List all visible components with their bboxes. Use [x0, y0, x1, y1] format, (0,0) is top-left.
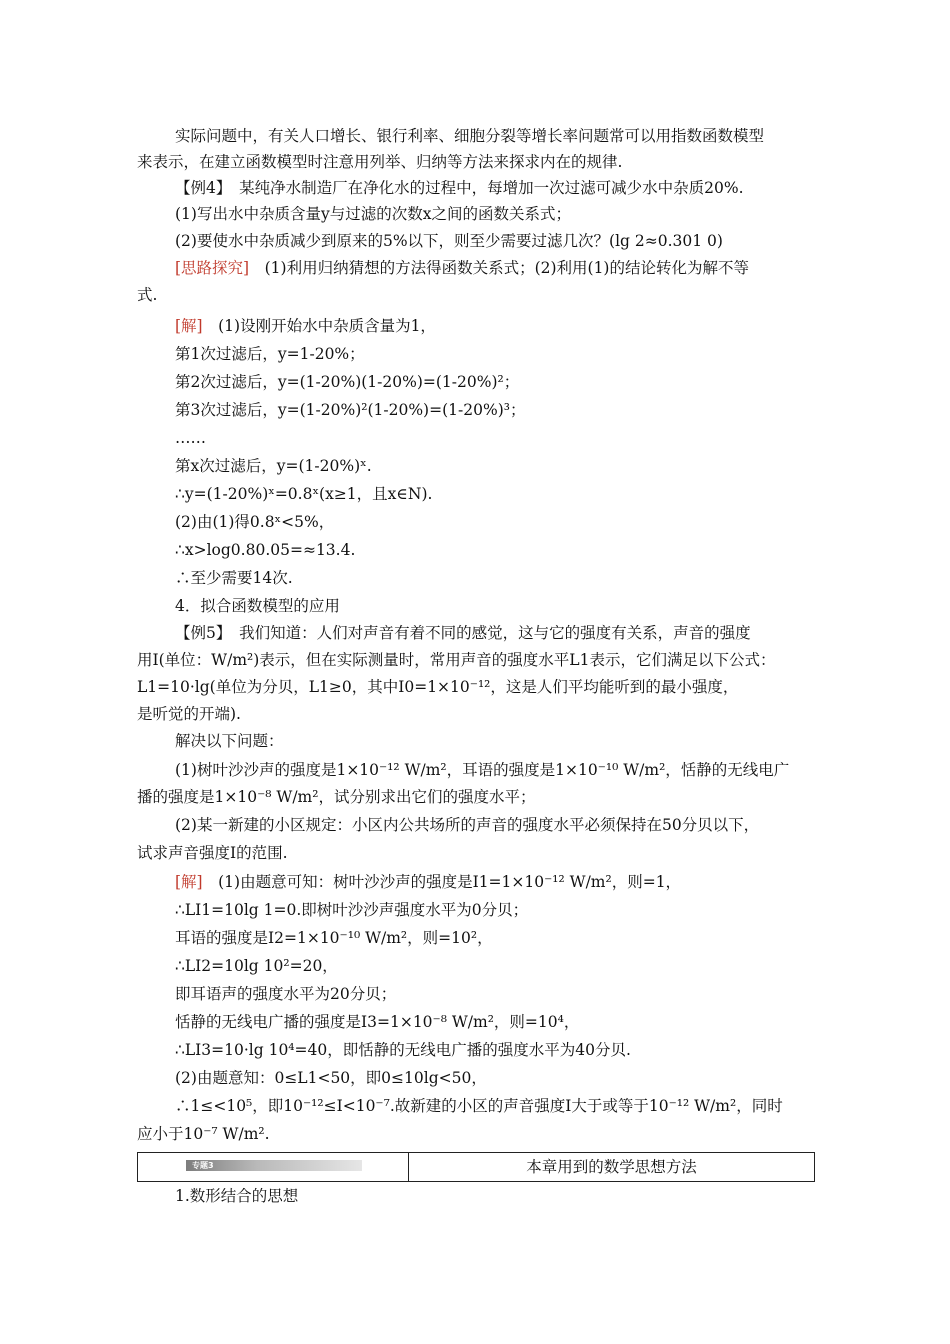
example-4-hint-line-1	[175, 258, 815, 278]
example-5-line-2: 用I(单位：W/m²)表示，但在实际测量时，常用声音的强度水平L1表示，它们满足以下公式：	[137, 651, 776, 669]
conclusion-1: ∴y=(1-20%)ˣ=0.8ˣ(x≥1，且x∈N).	[175, 485, 433, 503]
example-5-question-1a: (1)树叶沙沙声的强度是1×10⁻¹² W/m²，耳语的强度是1×10⁻¹⁰ W/m²，恬静的无线电广	[175, 761, 790, 779]
topic-tag: 专题3	[186, 1160, 362, 1171]
example-5-solution-line-1	[175, 872, 815, 892]
filter-step-3: 第3次过滤后，y=(1-20%)²(1-20%)=(1-20%)³；	[175, 401, 526, 419]
filter-step-1: 第1次过滤后，y=1-20%；	[175, 345, 365, 363]
example-4-solution-line-1	[175, 316, 815, 336]
solution-tag: [解]	[175, 317, 203, 335]
section-4-heading: 4．拟合函数模型的应用	[175, 597, 340, 615]
solution-tag-5: [解]	[175, 873, 203, 891]
example-5-line-4: 是听觉的开端).	[137, 705, 241, 723]
conclusion-2: (2)由(1)得0.8ˣ<5%，	[175, 513, 335, 531]
example-5-question-2a: (2)某一新建的小区规定：小区内公共场所的声音的强度水平必须保持在50分贝以下，	[175, 816, 760, 834]
example-4-question-1: (1)写出水中杂质含量y与过滤的次数x之间的函数关系式；	[175, 205, 571, 223]
solution-5-line-5: 即耳语声的强度水平为20分贝；	[175, 985, 397, 1003]
hint-tag: [思路探究]	[175, 259, 250, 277]
solution-5-line-3: 耳语的强度是I2=1×10⁻¹⁰ W/m²，则=10²，	[175, 929, 493, 947]
solution-5-line-4: ∴LI2=10lg 10²=20，	[175, 957, 338, 975]
solution-5-line-6: 恬静的无线电广播的强度是I3=1×10⁻⁸ W/m²，则=10⁴，	[175, 1013, 580, 1031]
intro-line-1: 实际问题中，有关人口增长、银行利率、细胞分裂等增长率问题常可以用指数函数模型	[175, 127, 765, 145]
solution-5-line-9: ∴1≤<10⁵，即10⁻¹²≤I<10⁻⁷.故新建的小区的声音强度I大于或等于10⁻¹² W/m²，同时	[175, 1097, 783, 1115]
topic-tag-cell	[138, 1153, 409, 1181]
intro-line-2: 来表示，在建立函数模型时注意用列举、归纳等方法来探求内在的规律.	[137, 153, 623, 171]
solution-5-line-8: (2)由题意知：0≤L1<50，即0≤10lg<50，	[175, 1069, 487, 1087]
hint-text: (1)利用归纳猜想的方法得函数关系式；(2)利用(1)的结论转化为解不等	[249, 259, 749, 277]
example-5-line-5: 解决以下问题：	[175, 732, 284, 750]
example-4-question-2: (2)要使水中杂质减少到原来的5%以下，则至少需要过滤几次？(lg 2≈0.301 0)	[175, 232, 723, 250]
example-5-question-2b: 试求声音强度I的范围.	[137, 844, 288, 862]
solution-text: (1)设刚开始水中杂质含量为1，	[202, 317, 436, 335]
example-5-line-3: L1=10·lg(单位为分贝，L1≥0，其中I0=1×10⁻¹²，这是人们平均能听到的最小强度，	[137, 678, 739, 696]
topic-title: 本章用到的数学思想方法	[526, 1158, 697, 1176]
example-4-title: 【例4】 某纯净水制造厂在净化水的过程中，每增加一次过滤可减少水中杂质20%.	[175, 179, 744, 197]
conclusion-4: ∴至少需要14次.	[175, 569, 293, 587]
ellipsis: ……	[175, 429, 206, 447]
filter-step-2: 第2次过滤后，y=(1-20%)(1-20%)=(1-20%)²；	[175, 373, 520, 391]
topic-header-bar	[137, 1152, 815, 1182]
example-5-title: 【例5】 我们知道：人们对声音有着不同的感觉，这与它的强度有关系，声音的强度	[175, 624, 751, 642]
conclusion-3: ∴x>log0.80.05=≈13.4.	[175, 541, 356, 559]
example-4-hint-line-2: 式.	[137, 286, 158, 304]
solution-5-line-10: 应小于10⁻⁷ W/m².	[137, 1125, 270, 1143]
solution-text-5: (1)由题意可知：树叶沙沙声的强度是I1=1×10⁻¹² W/m²，则=1，	[202, 873, 682, 891]
filter-step-x: 第x次过滤后，y=(1-20%)ˣ.	[175, 457, 372, 475]
solution-5-line-7: ∴LI3=10·lg 10⁴=40，即恬静的无线电广播的强度水平为40分贝.	[175, 1041, 631, 1059]
example-5-question-1b: 播的强度是1×10⁻⁸ W/m²，试分别求出它们的强度水平；	[137, 788, 536, 806]
next-section-heading: 1.数形结合的思想	[175, 1187, 299, 1205]
solution-5-line-2: ∴LI1=10lg 1=0.即树叶沙沙声强度水平为0分贝；	[175, 901, 529, 919]
